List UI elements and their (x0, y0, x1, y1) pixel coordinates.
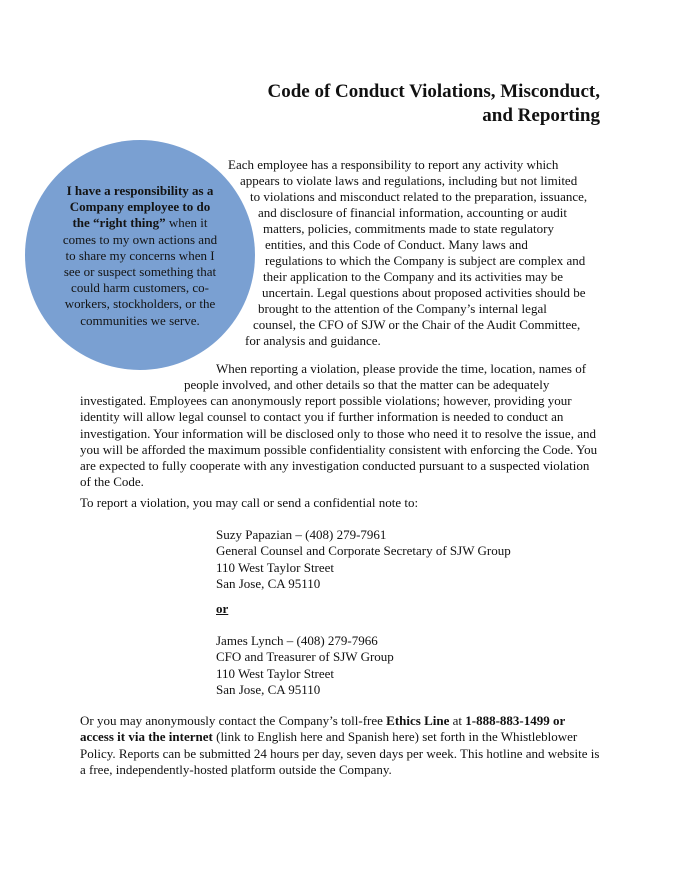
ethics-paragraph (80, 713, 600, 778)
intro-line: Each employee has a responsibility to report any activity which (228, 157, 559, 172)
intro-line: uncertain. Legal questions about proposed activities should be (262, 285, 586, 300)
contact-block-1 (216, 527, 511, 592)
ethics-phone: 1-888-883-1499 or access it via the internet (80, 713, 566, 745)
intro-line: regulations to which the Company is subject are complex and (265, 253, 586, 268)
ethics-text-3: (link to English here and Spanish here) set forth in the Whistleblower Policy. Reports can be submitted 24 hours per day, seven days per week. This hotline and website is a free, independently-hosted platform outside the Company. (80, 729, 600, 777)
report-intro: To report a violation, you may call or send a confidential note to: (80, 495, 419, 510)
or-separator: or (216, 601, 229, 616)
contact-street: 110 West Taylor Street (216, 559, 335, 575)
callout-text (62, 183, 218, 329)
intro-line: matters, policies, commitments made to state regulatory (263, 221, 554, 236)
callout-regular: when it comes to my own actions and to share my concerns when I see or suspect something that could harm customers, co-workers, stockholders, or the communities we serve. (62, 215, 218, 328)
reporting-line: When reporting a violation, please provide the time, location, names of (216, 361, 587, 376)
contact-city: San Jose, CA 95110 (216, 575, 321, 591)
intro-line: appears to violate laws and regulations, including but not limited (240, 173, 578, 188)
contact-name-phone: Suzy Papazian – (408) 279-7961 (216, 527, 387, 542)
intro-line: and disclosure of financial information, accounting or audit (258, 205, 568, 220)
intro-line: entities, and this Code of Conduct. Many laws and (265, 237, 528, 252)
contact-title: General Counsel and Corporate Secretary of SJW Group (216, 543, 511, 559)
page-title (180, 80, 600, 128)
callout-bold: I have a responsibility as a Company employee to do the “right thing” (66, 183, 214, 231)
contact-city: San Jose, CA 95110 (216, 681, 321, 697)
intro-line: their application to the Company and its activities may be (263, 269, 564, 284)
intro-line: counsel, the CFO of SJW or the Chair of the Audit Committee, (253, 317, 581, 332)
contact-block-2 (216, 633, 394, 698)
reporting-body: investigated. Employees can anonymously report possible violations; however, providing your identity will allow legal counsel to contact you if further information is needed to conduct an investigation. Your information will be disclosed only to those who need it to resolve the issue, and you will be afforded the maximum possible confidentiality consistent with enforcing the Code. You are expected to fully cooperate with any investigation conducted pursuant to a suspected violation of the Code. (80, 393, 598, 490)
reporting-line: people involved, and other details so that the matter can be adequately (184, 377, 550, 392)
contact-name-phone: James Lynch – (408) 279-7966 (216, 633, 378, 648)
intro-line: to violations and misconduct related to the preparation, issuance, (250, 189, 588, 204)
title-line-2: and Reporting (482, 105, 600, 126)
contact-street: 110 West Taylor Street (216, 665, 335, 681)
title-line-1: Code of Conduct Violations, Misconduct, (267, 81, 600, 102)
intro-line: brought to the attention of the Company’s internal legal (258, 301, 547, 316)
ethics-text-2: at (449, 713, 466, 728)
contact-title: CFO and Treasurer of SJW Group (216, 649, 394, 665)
ethics-text-1: Or you may anonymously contact the Company’s toll-free (80, 713, 387, 728)
ethics-line-label: Ethics Line (386, 713, 450, 728)
intro-line: for analysis and guidance. (245, 333, 381, 348)
